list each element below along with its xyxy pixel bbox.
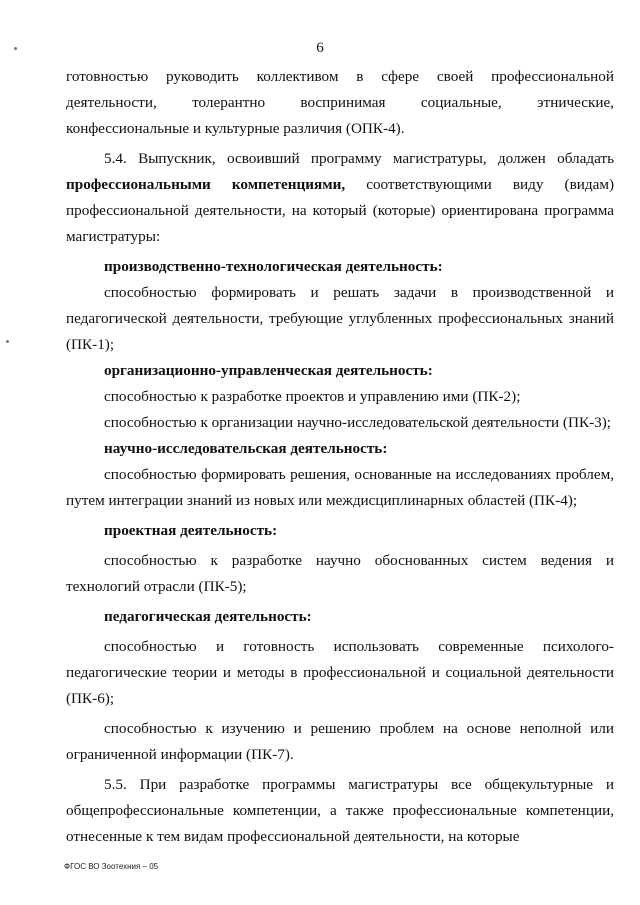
paragraph-5-4 [66, 146, 614, 250]
page-number: 6 [316, 40, 324, 56]
paragraph-5-4-intro: 5.4. Выпускник, освоивший программу магистратуры, должен обладать [104, 150, 614, 167]
paragraph-5-4-rest: соответствующими виду (видам) профессиональной деятельности, на который (которые) ориентирована программа магистратуры: [66, 176, 615, 245]
paragraph-pk7: способностью к изучению и решению проблем на основе неполной или ограниченной информации (ПК-7). [66, 720, 614, 763]
heading-pedagogical: педагогическая деятельность: [104, 608, 312, 625]
scan-speck [6, 340, 9, 343]
heading-research: научно-исследовательская деятельность: [104, 440, 388, 457]
paragraph-pk3: способностью к организации научно-исследовательской деятельности (ПК-3); [104, 414, 612, 431]
paragraph-5-5: 5.5. При разработке программы магистратуры все общекультурные и общепрофессиональные компетенции, а также профессиональные компетенции, отнесенные к тем видам профессиональной деятельности, на которые [66, 776, 614, 845]
heading-production-technological: производственно-технологическая деятельность: [104, 258, 443, 275]
paragraph-5-4-bold: профессиональными компетенциями, [66, 176, 346, 193]
heading-organizational-managerial: организационно-управленческая деятельность: [104, 362, 433, 379]
paragraph-pk4: способностью формировать решения, основанные на исследованиях проблем, путем интеграции знаний из новых или междисциплинарных областей (ПК-4); [66, 466, 614, 509]
paragraph-pk6: способностью и готовность использовать современные психолого-педагогические теории и методы в профессиональной и социальной деятельности (ПК-6); [66, 638, 614, 707]
paragraph-pk2: способностью к разработке проектов и управлению ими (ПК-2); [104, 388, 521, 405]
paragraph-opk4-continuation: готовностью руководить коллективом в сфере своей профессиональной деятельности, толерантно воспринимая социальные, этнические, конфессиональные и культурные различия (ОПК-4). [66, 68, 614, 137]
footer-document-code: ФГОС ВО Зоотехния – 05 [64, 862, 159, 871]
scan-speck [14, 47, 17, 50]
heading-project: проектная деятельность: [104, 522, 278, 539]
paragraph-pk1: способностью формировать и решать задачи в производственной и педагогической деятельности, требующие углубленных профессиональных знаний (ПК-1); [66, 284, 614, 353]
document-body [66, 64, 614, 850]
paragraph-pk5: способностью к разработке научно обоснованных систем ведения и технологий отрасли (ПК-5); [66, 552, 614, 595]
